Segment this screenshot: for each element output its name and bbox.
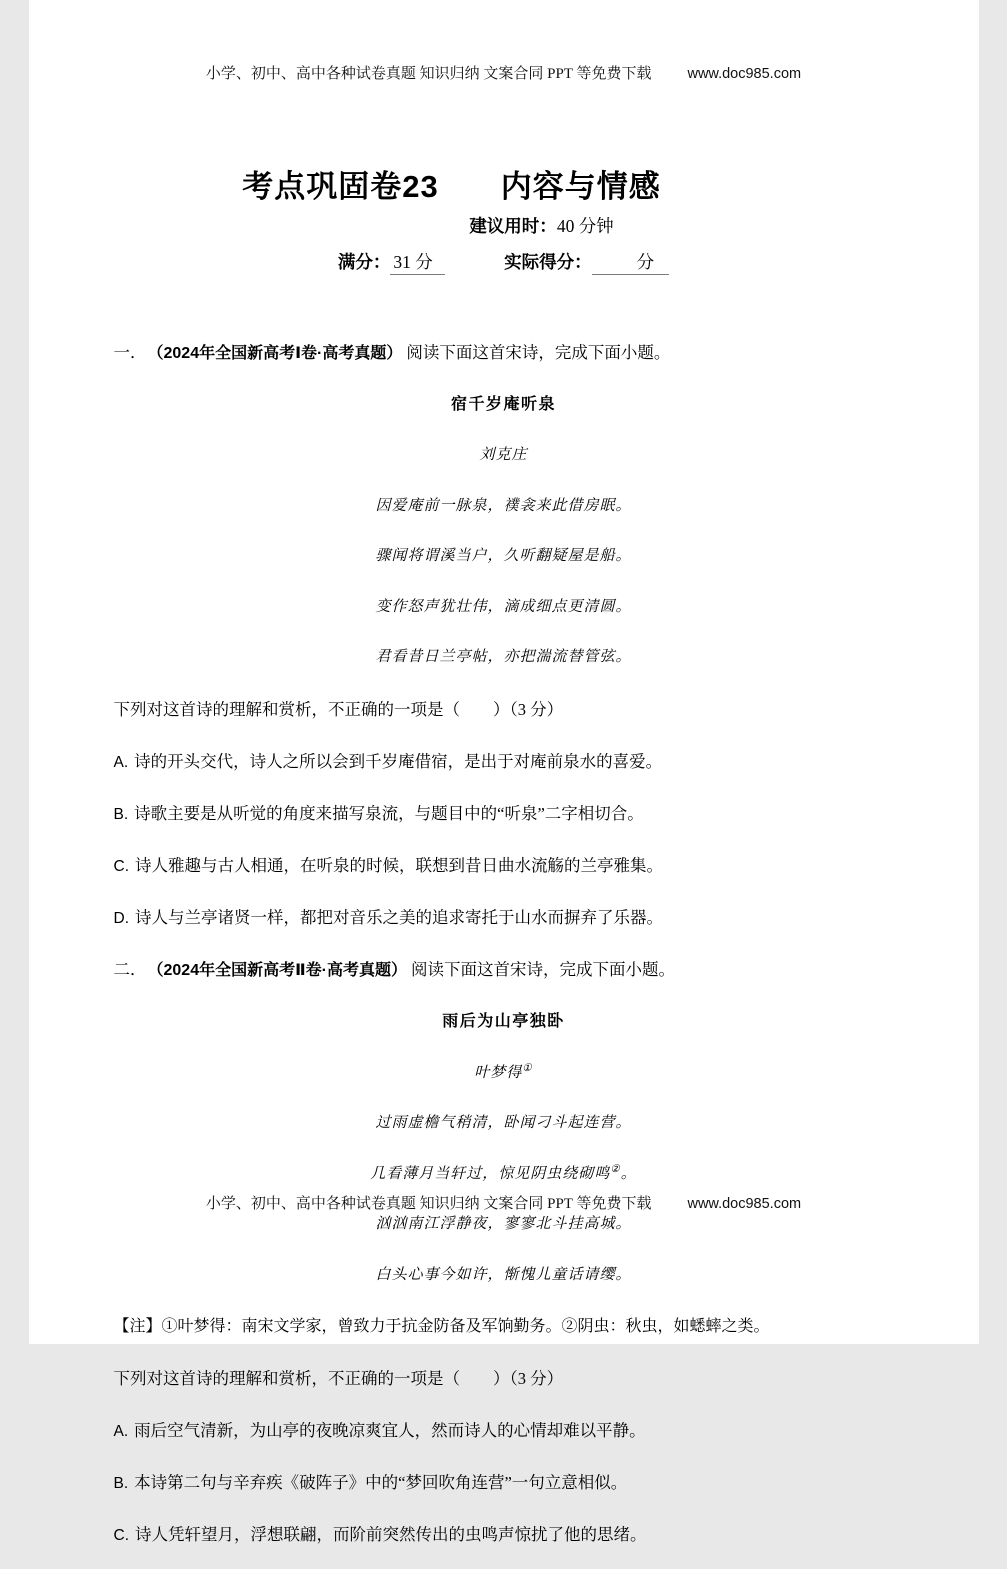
section-1-option-c: C. 诗人雅趣与古人相通，在听泉的时候，联想到昔日曲水流觞的兰亭雅集。 xyxy=(114,848,894,884)
document-page xyxy=(29,0,979,1344)
full-score-label: 满分： xyxy=(338,252,391,272)
doc-title-part2: 内容与情感 xyxy=(501,169,661,204)
poem-2-line-3: 汹汹南江浮静夜，寥寥北斗挂高城。 xyxy=(114,1207,894,1243)
section-1-instruction: 阅读下面这首宋诗，完成下面小题。 xyxy=(406,343,670,362)
doc-title-part1: 考点巩固卷23 xyxy=(242,169,438,204)
poem-1-line-4: 君看昔日兰亭帖，亦把湍流替管弦。 xyxy=(114,640,894,676)
section-1-option-a: A. 诗的开头交代，诗人之所以会到千岁庵借宿，是出于对庵前泉水的喜爱。 xyxy=(114,744,894,780)
doc-title xyxy=(0,161,927,206)
poem-1-line-1: 因爱庵前一脉泉，襆衾来此借房眠。 xyxy=(114,489,894,525)
poem-1-line-2: 骤闻将谓溪当户，久听翻疑屋是船。 xyxy=(114,539,894,575)
section-1-source: （2024年全国新高考Ⅰ卷·高考真题） xyxy=(156,345,403,362)
section-2-option-a: A. 雨后空气清新，为山亭的夜晚凉爽宜人，然而诗人的心情却难以平静。 xyxy=(114,1413,894,1449)
section-2-number: 二． xyxy=(114,960,147,979)
section-1-option-b: B. 诗歌主要是从听觉的角度来描写泉流，与题目中的“听泉”二字相切合。 xyxy=(114,796,894,832)
actual-score-label: 实际得分： xyxy=(504,252,592,272)
footer-promo-text: 小学、初中、高中各种试卷真题 知识归纳 文案合同 PPT 等免费下载 xyxy=(206,1196,652,1212)
document-body xyxy=(114,318,894,1569)
poem-1-title: 宿千岁庵听泉 xyxy=(114,387,894,423)
section-2-source: （2024年全国新高考Ⅱ卷·高考真题） xyxy=(156,962,407,979)
section-2-question: 下列对这首诗的理解和赏析，不正确的一项是（ ）（3 分） xyxy=(114,1361,894,1397)
page-footer xyxy=(29,1192,979,1213)
poem-2-line-4: 白头心事今如许，惭愧儿童话请缨。 xyxy=(114,1258,894,1294)
poem-1-line-3: 变作怒声犹壮伟，滴成细点更清圆。 xyxy=(114,590,894,626)
section-2-option-b: B. 本诗第二句与辛弃疾《破阵子》中的“梦回吹角连营”一句立意相似。 xyxy=(114,1465,894,1501)
suggested-time-line xyxy=(67,213,1007,238)
header-promo-text: 小学、初中、高中各种试卷真题 知识归纳 文案合同 PPT 等免费下载 xyxy=(206,66,652,82)
section-1-heading xyxy=(114,335,894,371)
poem-2-title: 雨后为山亭独卧 xyxy=(114,1004,894,1040)
section-1 xyxy=(114,335,894,936)
poem-2-line-1: 过雨虚檐气稍清，卧闻刁斗起连营。 xyxy=(114,1106,894,1142)
section-1-number: 一． xyxy=(114,343,147,362)
actual-score-blank-field xyxy=(592,252,670,275)
suggested-time-value: 40 分钟 xyxy=(557,216,614,236)
section-1-option-d: D. 诗人与兰亭诸贤一样，都把对音乐之美的追求寄托于山水而摒弃了乐器。 xyxy=(114,900,894,936)
full-score-group xyxy=(338,252,449,275)
footer-site-url: www.doc985.com xyxy=(687,1196,801,1212)
suggested-time-label: 建议用时： xyxy=(469,216,557,236)
section-2-instruction: 阅读下面这首宋诗，完成下面小题。 xyxy=(411,960,675,979)
poem-2-author-sup: ① xyxy=(522,1063,532,1074)
section-2-option-c: C. 诗人凭轩望月，浮想联翩，而阶前突然传出的虫鸣声惊扰了他的思绪。 xyxy=(114,1517,894,1553)
section-2 xyxy=(114,952,894,1553)
section-2-note: 【注】①叶梦得：南宋文学家，曾致力于抗金防备及军饷勤务。②阴虫：秋虫，如蟋蟀之类。 xyxy=(114,1309,894,1345)
full-score-value: 31 分 xyxy=(390,252,444,275)
poem-1-author: 刘克庄 xyxy=(114,438,894,474)
header-site-url: www.doc985.com xyxy=(687,66,801,82)
page-header xyxy=(29,62,979,83)
actual-score-group xyxy=(504,252,669,272)
actual-score-unit: 分 xyxy=(637,252,655,272)
poem-2-line-2: 几看薄月当轩过，惊见阴虫绕砌鸣②。 xyxy=(114,1157,894,1193)
score-line xyxy=(29,249,979,274)
section-1-question: 下列对这首诗的理解和赏析，不正确的一项是（ ）（3 分） xyxy=(114,692,894,728)
section-2-heading xyxy=(114,952,894,988)
poem-2-author: 叶梦得① xyxy=(114,1056,894,1092)
